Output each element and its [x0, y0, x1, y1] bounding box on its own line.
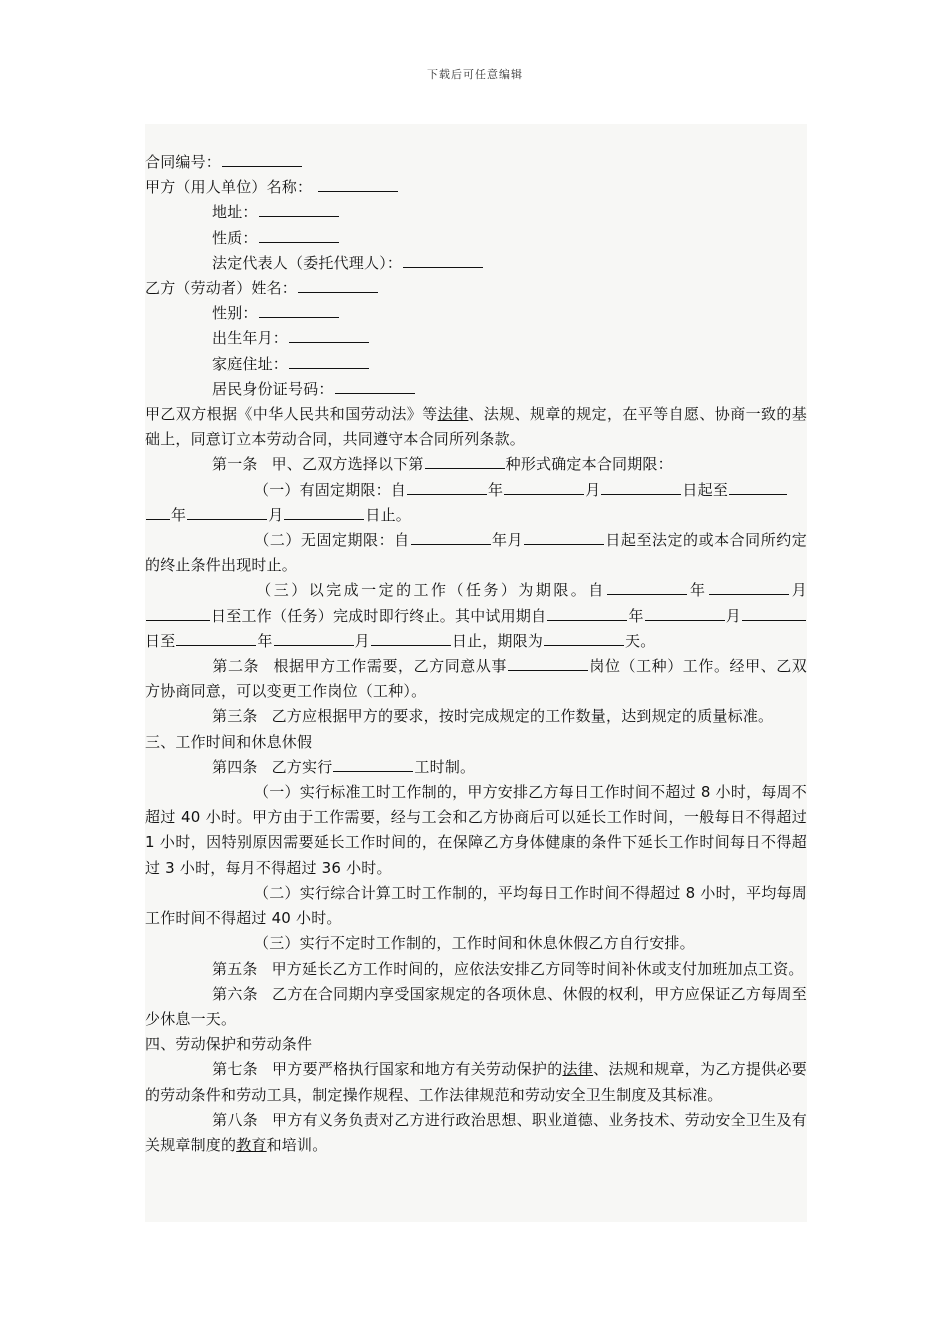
legal-rep-label: 法定代表人（委托代理人）：: [212, 253, 403, 272]
gender-blank[interactable]: [259, 301, 339, 318]
address-label: 地址：: [212, 203, 258, 222]
clause-text: （二）实行综合计算工时工作制的，平均每日工作时间不得超过 8 小时，平均每周工作时间不得超过 40 小时。: [145, 883, 807, 928]
article-text: 乙方在合同期内享受国家规定的各项休息、休假的权利，甲方应保证乙方每周至少休息一天。: [145, 984, 807, 1028]
article-number: 第二条: [212, 657, 260, 676]
flexible-hours-clause: [145, 931, 807, 956]
clause-text-mid: 日至工作（任务）完成时即行终止。其中试用期自: [211, 606, 547, 625]
home-line: [145, 352, 807, 377]
blank-day[interactable]: [601, 478, 681, 495]
clause-year-month: 年月: [491, 531, 524, 550]
clause-text: （三）以完成一定的工作（任务）为期限。自: [254, 581, 606, 600]
task-term-clause: [145, 578, 807, 654]
contract-number-line: [145, 150, 807, 175]
blank-trial-end-day[interactable]: [371, 629, 451, 646]
clause-text-rest: 日起至法定的或本合同所约定的终止条件出现时止。: [145, 531, 807, 575]
nature-blank[interactable]: [259, 226, 339, 243]
clause-end: 日止。: [365, 505, 412, 524]
birth-line: [145, 326, 807, 351]
open-term-clause: [145, 528, 807, 578]
clause-month: 月: [789, 581, 807, 600]
legal-rep-blank[interactable]: [403, 251, 483, 268]
clause-days: 天。: [625, 631, 656, 650]
article-number: 第七条: [212, 1060, 258, 1079]
blank-month-end[interactable]: [187, 503, 267, 520]
contract-number-label: 合同编号：: [145, 153, 222, 171]
party-a-label: 甲方（用人单位）名称：: [145, 178, 313, 197]
article-8: [145, 1108, 807, 1158]
clause-month2: 月: [725, 606, 742, 625]
home-label: 家庭住址：: [212, 354, 289, 373]
blank-year-end-cont[interactable]: [146, 503, 170, 520]
article-text-rest: 和培训。: [266, 1135, 328, 1154]
clause-text: （一）有固定期限：自: [254, 480, 407, 499]
party-b-blank[interactable]: [298, 276, 378, 293]
article-6: [145, 982, 807, 1032]
article-number: 第四条: [212, 757, 258, 776]
clause-year: 年: [488, 480, 504, 499]
clause-month2: 月: [268, 505, 284, 524]
article-7: [145, 1057, 807, 1107]
blank-day-end[interactable]: [284, 503, 364, 520]
article-2: [145, 654, 807, 704]
clause-year: 年: [687, 581, 708, 600]
blank-trial-end-year[interactable]: [176, 629, 256, 646]
clause-year2: 年: [171, 505, 187, 524]
blank-year-end[interactable]: [729, 478, 787, 495]
contract-number-blank[interactable]: [222, 150, 302, 167]
comprehensive-hours-clause: [145, 881, 807, 931]
party-b-label: 乙方（劳动者）姓名：: [145, 279, 298, 298]
blank-day[interactable]: [146, 604, 210, 621]
preamble: [145, 402, 807, 452]
standard-hours-clause: [145, 780, 807, 881]
clause-text: （三）实行不定时工作制的，工作时间和休息休假乙方自行安排。: [254, 934, 695, 953]
id-blank[interactable]: [335, 377, 415, 394]
clause-day-to: 日起至: [682, 480, 729, 499]
address-line: [145, 200, 807, 225]
nature-line: [145, 226, 807, 251]
article-text: 甲、乙双方选择以下第: [271, 455, 424, 474]
blank-day[interactable]: [524, 528, 604, 545]
id-label: 居民身份证号码：: [212, 379, 334, 398]
article-text: 甲方有义务负责对乙方进行政治思想、职业道德、业务技术、劳动安全卫生及有关规章制度的: [145, 1110, 807, 1154]
blank-year[interactable]: [607, 578, 687, 595]
gender-line: [145, 301, 807, 326]
preamble-text: 甲乙双方根据《中华人民共和国劳动法》等: [145, 405, 438, 424]
education-link[interactable]: 教育: [236, 1135, 267, 1154]
party-b-line: [145, 276, 807, 301]
fixed-term-clause-cont: [145, 503, 807, 528]
article-text-rest: 、法规和规章，为乙方提供必要的劳动条件和劳动工具，制定操作规程、工作法律规范和劳动安全卫生制度及其标准。: [145, 1060, 807, 1104]
article-number: 第五条: [212, 959, 258, 978]
article-5: [145, 957, 807, 982]
article-number: 第八条: [212, 1110, 258, 1129]
preamble-text-rest: 、法规、规章的规定，在平等自愿、协商一致的基础上，同意订立本劳动合同，共同遵守本合同所列条款。: [145, 405, 807, 449]
clause-month3: 月: [354, 631, 370, 650]
fixed-term-clause: [145, 478, 807, 503]
clause-year2: 年: [628, 606, 644, 625]
position-blank[interactable]: [508, 654, 588, 671]
article-number: 第六条: [212, 984, 258, 1003]
gender-label: 性别：: [212, 304, 258, 323]
legal-rep-line: [145, 251, 807, 276]
blank-month[interactable]: [709, 578, 789, 595]
clause-text: （一）实行标准工时工作制的，甲方安排乙方每日工作时间不超过 8 小时，每周不超过 40 小时。甲方由于工作需要，经与工会和乙方协商后可以延长工作时间，一般每日不得超过 1 小时，因特别原因需要延长工作时间的，在保障乙方身体健康的条件下延长工作时间每日不得超过 3 小时，每月不得超过 36 小时。: [145, 783, 807, 877]
home-blank[interactable]: [289, 352, 369, 369]
article-1: [145, 452, 807, 477]
section-heading-3: 三、工作时间和休息休假: [145, 732, 313, 751]
page-header-note: 下载后可任意编辑: [427, 68, 523, 81]
clause-year3: 年: [257, 631, 273, 650]
article-4: [145, 755, 807, 780]
section-heading-4: 四、劳动保护和劳动条件: [145, 1035, 313, 1054]
article-text-rest: 种形式确定本合同期限：: [505, 455, 673, 474]
birth-blank[interactable]: [289, 326, 369, 343]
blank-trial-days[interactable]: [544, 629, 624, 646]
blank-trial-month[interactable]: [645, 604, 725, 621]
party-a-line: [145, 175, 807, 200]
article-text: 甲方延长乙方工作时间的，应依法安排乙方同等时间补休或支付加班加点工资。: [271, 959, 804, 978]
clause-to: 日至: [145, 631, 176, 650]
term-type-blank[interactable]: [425, 452, 505, 469]
article-text-rest: 岗位（工种）工作。经甲、乙双方协商同意，可以变更工作岗位（工种）。: [145, 657, 807, 701]
blank-trial-year[interactable]: [547, 604, 627, 621]
blank-year[interactable]: [407, 478, 487, 495]
contract-body: [145, 150, 807, 1158]
clause-text: （二）无固定期限：自: [254, 531, 410, 550]
address-blank[interactable]: [259, 200, 339, 217]
law-link[interactable]: 法律: [437, 405, 469, 424]
clause-month: 月: [585, 480, 601, 499]
blank-trial-end-month[interactable]: [274, 629, 354, 646]
work-hour-blank[interactable]: [333, 755, 413, 772]
party-a-blank[interactable]: [318, 175, 398, 192]
blank-trial-day[interactable]: [742, 604, 806, 621]
article-text: 甲方要严格执行国家和地方有关劳动保护的: [271, 1060, 563, 1079]
law-link[interactable]: 法律: [562, 1060, 594, 1079]
nature-label: 性质：: [212, 228, 258, 247]
article-text: 根据甲方工作需要，乙方同意从事: [273, 657, 508, 676]
article-text: 乙方应根据甲方的要求，按时完成规定的工作数量，达到规定的质量标准。: [271, 707, 774, 726]
article-number: 第三条: [212, 707, 258, 726]
article-number: 第一条: [212, 455, 258, 474]
article-text: 乙方实行: [271, 757, 333, 776]
article-text-rest: 工时制。: [414, 757, 476, 776]
id-line: [145, 377, 807, 402]
blank-year[interactable]: [411, 528, 491, 545]
birth-label: 出生年月：: [212, 329, 289, 348]
clause-end: 日止，期限为: [451, 631, 544, 650]
blank-month[interactable]: [504, 478, 584, 495]
article-3: [145, 704, 807, 729]
